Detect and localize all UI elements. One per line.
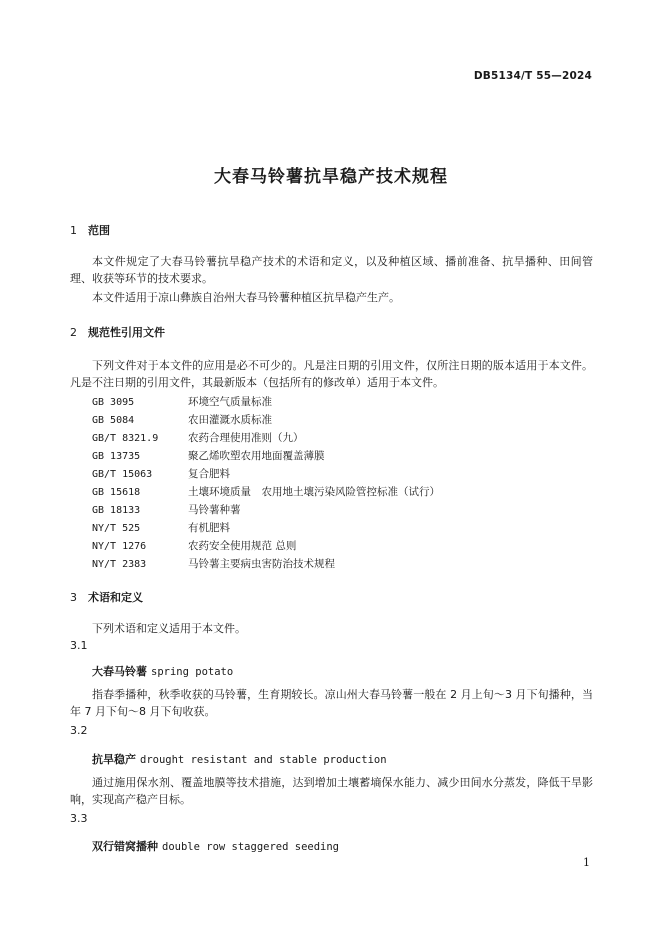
section-3-intro: 下列术语和定义适用于本文件。	[92, 622, 246, 635]
term-number: 3.2	[70, 724, 88, 737]
reference-title: 农药合理使用准则（九）	[188, 432, 304, 444]
reference-row	[92, 484, 440, 499]
section-title: 范围	[88, 224, 110, 237]
reference-title: 环境空气质量标准	[188, 396, 272, 408]
reference-row	[92, 520, 230, 535]
section-title: 术语和定义	[88, 591, 143, 604]
reference-title: 马铃薯主要病虫害防治技术规程	[188, 558, 335, 570]
section-1-paragraph-1: 本文件规定了大春马铃薯抗旱稳产技术的术语和定义，以及种植区域、播前准备、抗旱播种、田间管理、收获等环节的技术要求。	[70, 255, 593, 285]
term-heading	[92, 751, 387, 767]
term-definition: 指春季播种，秋季收获的马铃薯，生育期较长。凉山州大春马铃薯一般在 2 月上旬～3 月下旬播种，当年 7 月下旬～8 月下旬收获。	[70, 688, 593, 718]
document-title: 大春马铃薯抗旱稳产技术规程	[214, 167, 448, 187]
term-chinese: 大春马铃薯	[92, 665, 147, 678]
term-heading	[92, 838, 339, 854]
reference-row	[92, 466, 230, 481]
term-chinese: 抗旱稳产	[92, 753, 136, 766]
section-1-paragraph-2: 本文件适用于凉山彝族自治州大春马铃薯种植区抗旱稳产生产。	[92, 291, 400, 304]
term-chinese: 双行错窝播种	[92, 840, 158, 853]
term-definition: 通过施用保水剂、覆盖地膜等技术措施，达到增加土壤蓄墒保水能力、减少田间水分蒸发，降低干旱影响，实现高产稳产目标。	[70, 776, 593, 806]
term-english: drought resistant and stable production	[140, 754, 387, 766]
reference-title: 有机肥料	[188, 522, 230, 534]
reference-code: NY/T 2383	[92, 559, 147, 570]
reference-code: GB 13735	[92, 451, 141, 462]
reference-row	[92, 430, 304, 445]
section-3-heading	[70, 589, 143, 605]
reference-title: 聚乙烯吹塑农用地面覆盖薄膜	[188, 450, 325, 462]
reference-code: GB/T 8321.9	[92, 433, 159, 444]
section-number: 3	[70, 591, 77, 604]
reference-title: 农田灌溉水质标准	[188, 414, 272, 426]
section-number: 1	[70, 224, 77, 237]
section-2-intro: 下列文件对于本文件的应用是必不可少的。凡是注日期的引用文件，仅所注日期的版本适用于本文件。凡是不注日期的引用文件，其最新版本（包括所有的修改单）适用于本文件。	[70, 359, 593, 389]
term-english: spring potato	[151, 666, 234, 678]
term-english: double row staggered seeding	[162, 841, 340, 853]
reference-row	[92, 448, 325, 463]
page-number: 1	[583, 856, 590, 869]
section-number: 2	[70, 326, 77, 339]
reference-code: GB 18133	[92, 505, 141, 516]
reference-row	[92, 502, 241, 517]
section-2-heading	[70, 324, 165, 340]
reference-code: NY/T 1276	[92, 541, 147, 552]
section-title: 规范性引用文件	[88, 326, 165, 339]
term-number: 3.3	[70, 812, 88, 825]
reference-title: 土壤环境质量 农用地土壤污染风险管控标准（试行）	[188, 486, 440, 498]
reference-title: 农药安全使用规范 总则	[188, 540, 297, 552]
term-number: 3.1	[70, 639, 88, 652]
reference-row	[92, 394, 272, 409]
reference-code: GB/T 15063	[92, 469, 153, 480]
reference-code: GB 15618	[92, 487, 141, 498]
reference-title: 马铃薯种薯	[188, 504, 241, 516]
reference-row	[92, 556, 335, 571]
reference-code: GB 3095	[92, 397, 135, 408]
reference-row	[92, 538, 296, 553]
reference-title: 复合肥料	[188, 468, 230, 480]
reference-code: NY/T 525	[92, 523, 141, 534]
term-heading	[92, 663, 233, 679]
section-1-heading	[70, 222, 110, 238]
reference-row	[92, 412, 272, 427]
reference-code: GB 5084	[92, 415, 135, 426]
standard-code: DB5134/T 55—2024	[473, 70, 592, 82]
